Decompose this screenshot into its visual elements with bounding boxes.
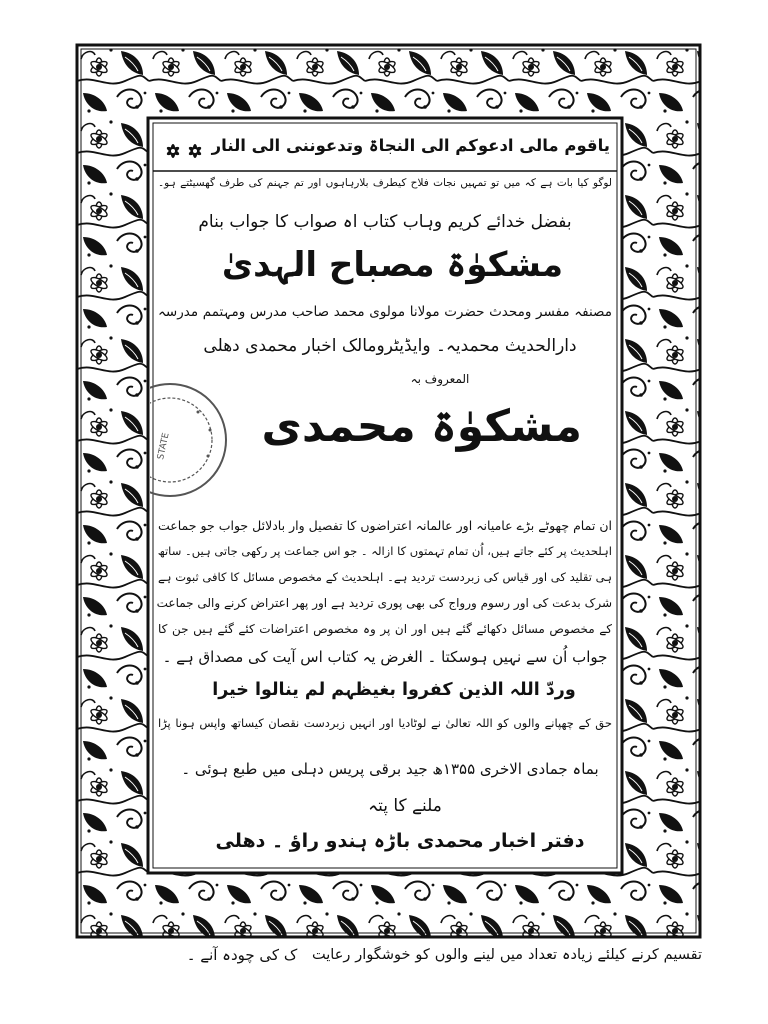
description-line: ہی تقلید کی اور قیاس کی زبردست تردید ہے۔ اہلحدیث کے مخصوص مسائل کا کافی ثبوت ہے [158,570,612,584]
description-line: ان تمام چھوٹے بڑے عامیانہ اور عالمانہ اعتراضوں کا تفصیل وار بادلائل جواب جو جماعت [158,518,612,533]
description-line: جواب اُن سے نہیں ہوسکتا ۔ الغرض یہ کتاب اس آیت کی مصداق ہے ۔ [162,648,608,666]
verse-translation: لوگو کیا بات ہے کہ میں تو تمہیں نجات فلاح کیطرف بلارہاہوں اور تم جہنم کی طرف گھسیٹتے ہو۔ [158,177,612,189]
description-line: شرک بدعت کی اور رسوم ورواج کی بھی پوری تردید ہے اور پھر اعتراض کرنے والی جماعت [156,596,612,610]
header-verse: یاقوم مالی ادعوکم الی النجاۃ وتدعوننی الی النار [211,136,610,155]
known-as-label: المعروف بہ [410,372,470,386]
stamp-text: STATE [156,431,172,461]
library-stamp [150,382,270,502]
address-label: ملنے کا پتہ [368,796,442,816]
publisher-address: دفتر اخبار محمدی باڑہ ہندو راؤ ۔ دھلی [215,830,585,852]
description-line: کے مخصوص مسائل دکھائے گئے ہیں اور ان پر وہ مخصوص اعتراضات کئے گئے ہیں جن کا [158,622,612,636]
main-title: مشکوٰۃ محمدی [261,401,582,452]
footer-price: ک کی چودہ آنے ۔ [186,946,298,964]
flower-ornament-icon [162,140,208,162]
print-info: بماہ جمادی الاخری ۱۳۵۵ھ جید برقی پریس دہلی میں طبع ہوئی ۔ [181,760,599,778]
author-line-2: دارالحدیث محمدیہ۔ وایڈیٹرومالک اخبار محمدی دھلی [203,336,577,356]
verse-meaning: حق کے چھپانے والوں کو اللہ تعالیٰ نے لوٹادیا اور انہیں زبردست نقصان کیساتھ واپس ہونا پڑا [158,716,612,730]
description-line: اہلحدیث پر کئے جاتے ہیں، اُن تمام تہمتوں کا ازالہ ۔ جو اس جماعت پر رکھی جاتی ہیں۔ ساتھ [157,544,612,558]
intro-line: بفضل خدائے کریم وہاب کتاب اہ صواب کا جواب بنام [198,212,572,232]
footer-discount-note: تقسیم کرنے کیلئے زیادہ تعداد میں لینے والوں کو خوشگوار رعایت [312,947,702,963]
rebutted-book-title: مشکوٰۃ مصباح الہدیٰ [221,245,564,285]
quran-verse: وردّ اللہ الذین کفروا بغیظہم لم ینالوا خیرا [212,680,576,700]
author-line-1: مصنفہ مفسر ومحدث حضرت مولانا مولوی محمد صاحب مدرس ومہتمم مدرسہ [158,304,612,320]
